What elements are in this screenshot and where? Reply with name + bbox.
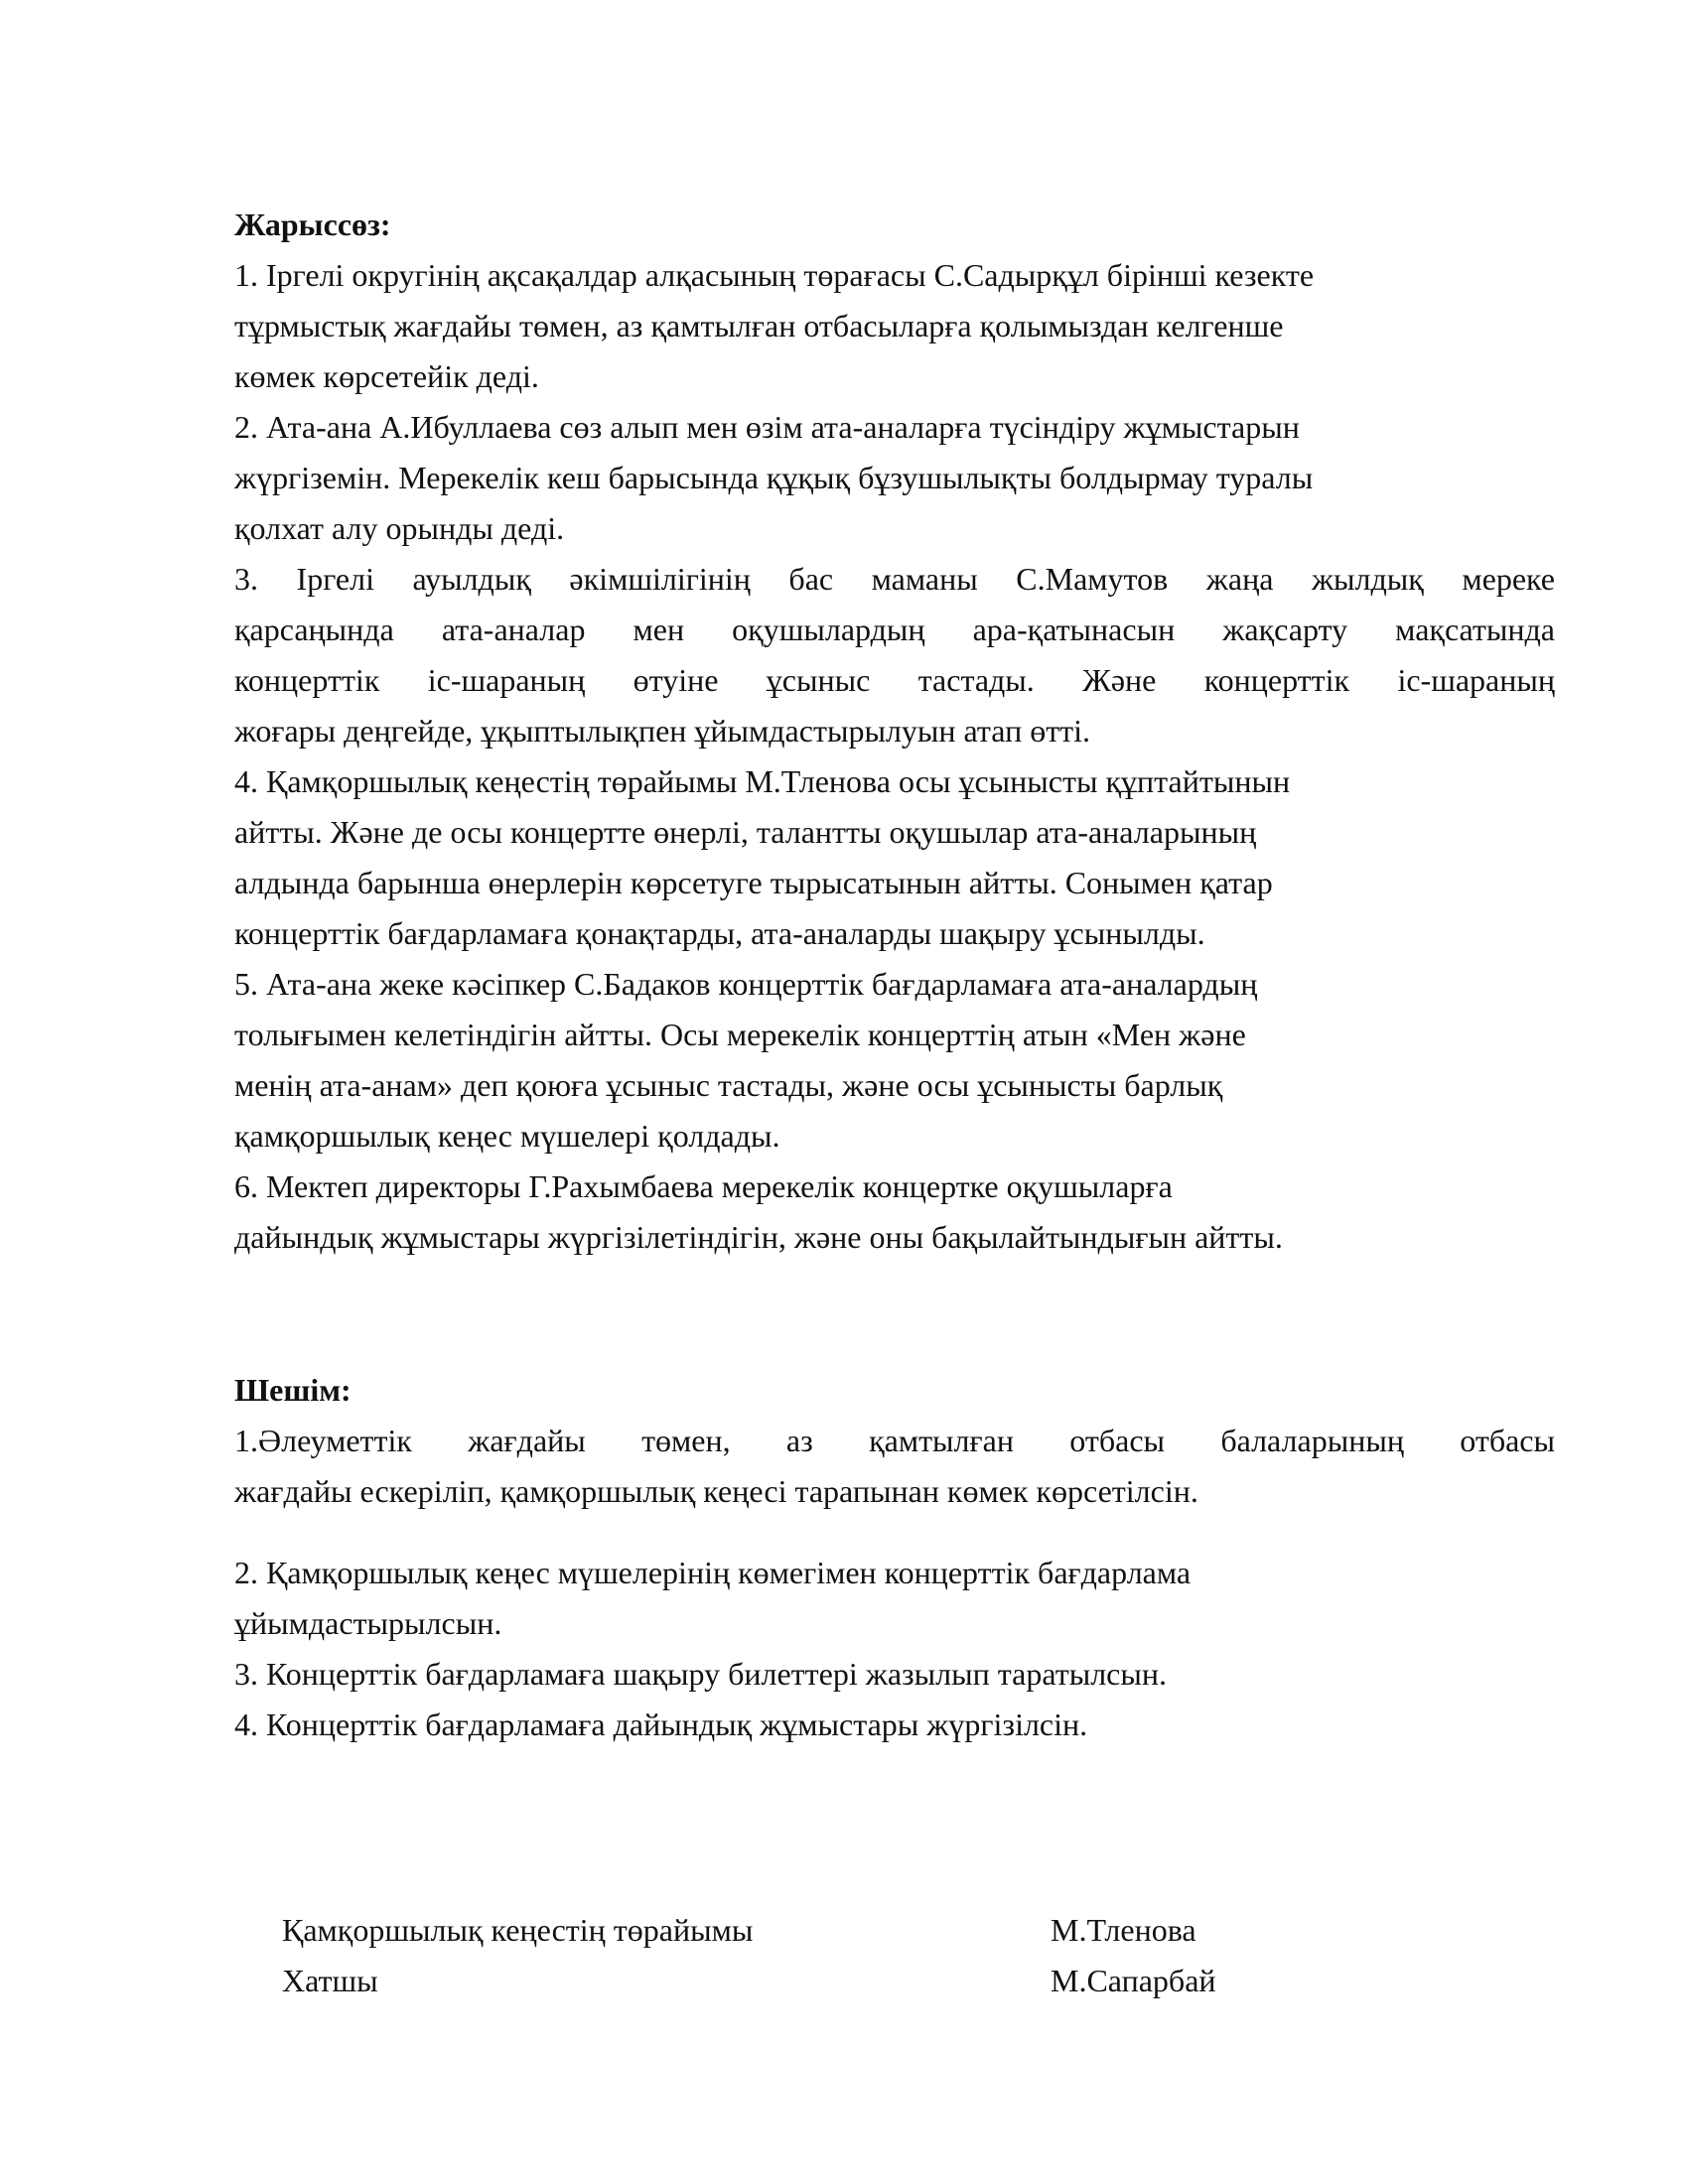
signature-name: М.Тленова <box>1051 1912 1196 1948</box>
text-line: жүргіземін. Мерекелік кеш барысында құқық бұзушылықты болдырмау туралы <box>234 460 1314 495</box>
text-line: менің ата-анам» деп қоюға ұсыныс тастады, және осы ұсынысты барлық <box>234 1067 1223 1103</box>
text-line: 3. Іргелі ауылдық әкімшілігінің бас маманы С.Мамутов жаңа жылдық мереке <box>234 561 1555 597</box>
text-line: қарсаңында ата-аналар мен оқушылардың ара-қатынасын жақсарту мақсатында <box>234 612 1555 647</box>
text-line: 1.Әлеуметтік жағдайы төмен, аз қамтылған отбасы балаларының отбасы <box>234 1423 1555 1458</box>
text-line: 4. Концерттік бағдарламаға дайындық жұмыстары жүргізілсін. <box>234 1706 1088 1742</box>
text-line: қамқоршылық кеңес мүшелері қолдады. <box>234 1118 780 1154</box>
text-line: концерттік бағдарламаға қонақтарды, ата-аналарды шақыру ұсынылды. <box>234 915 1205 951</box>
signature-name: М.Сапарбай <box>1051 1963 1216 1998</box>
text-line: айтты. Және де осы концертте өнерлі, талантты оқушылар ата-аналарының <box>234 814 1257 850</box>
text-line: ұйымдастырылсын. <box>234 1605 502 1641</box>
text-line: көмек көрсетейік деді. <box>234 358 539 394</box>
text-line: дайындық жұмыстары жүргізілетіндігін, және оны бақылайтындығын айтты. <box>234 1219 1283 1255</box>
text-line: 2. Ата-ана А.Ибуллаева сөз алып мен өзім ата-аналарға түсіндіру жұмыстарын <box>234 409 1300 445</box>
text-line: алдында барынша өнерлерін көрсетуге тырысатынын айтты. Сонымен қатар <box>234 865 1273 900</box>
text-line: жағдайы ескеріліп, қамқоршылық кеңесі тарапынан көмек көрсетілсін. <box>234 1473 1198 1509</box>
text-line: 4. Қамқоршылық кеңестің төрайымы М.Тленова осы ұсынысты құптайтынын <box>234 763 1291 799</box>
discussion-heading: Жарыссөз: <box>234 206 391 242</box>
text-line: концерттік іс-шараның өтуіне ұсыныс тастады. Және концерттік іс-шараның <box>234 662 1555 698</box>
text-line: қолхат алу орынды деді. <box>234 510 565 546</box>
text-line: 2. Қамқоршылық кеңес мүшелерінің көмегімен концерттік бағдарлама <box>234 1555 1192 1590</box>
text-line: тұрмыстық жағдайы төмен, аз қамтылған отбасыларға қолымыздан келгенше <box>234 308 1284 343</box>
text-line: 3. Концерттік бағдарламаға шақыру билеттері жазылып таратылсын. <box>234 1656 1167 1692</box>
decision-heading: Шешім: <box>234 1372 352 1408</box>
text-line: 6. Мектеп директоры Г.Рахымбаева мерекелік концертке оқушыларға <box>234 1168 1173 1204</box>
signature-role: Қамқоршылық кеңестің төрайымы <box>282 1912 754 1948</box>
text-line: жоғары деңгейде, ұқыптылықпен ұйымдастырылуын атап өтті. <box>234 713 1091 749</box>
text-line: 5. Ата-ана жеке кәсіпкер С.Бадаков концерттік бағдарламаға ата-аналардың <box>234 966 1258 1002</box>
text-line: 1. Іргелі округінің ақсақалдар алқасының төрағасы С.Садырқұл бірінші кезекте <box>234 257 1315 293</box>
text-line: толығымен келетіндігін айтты. Осы мерекелік концерттің атын «Мен және <box>234 1017 1246 1052</box>
signature-role: Хатшы <box>282 1963 378 1998</box>
